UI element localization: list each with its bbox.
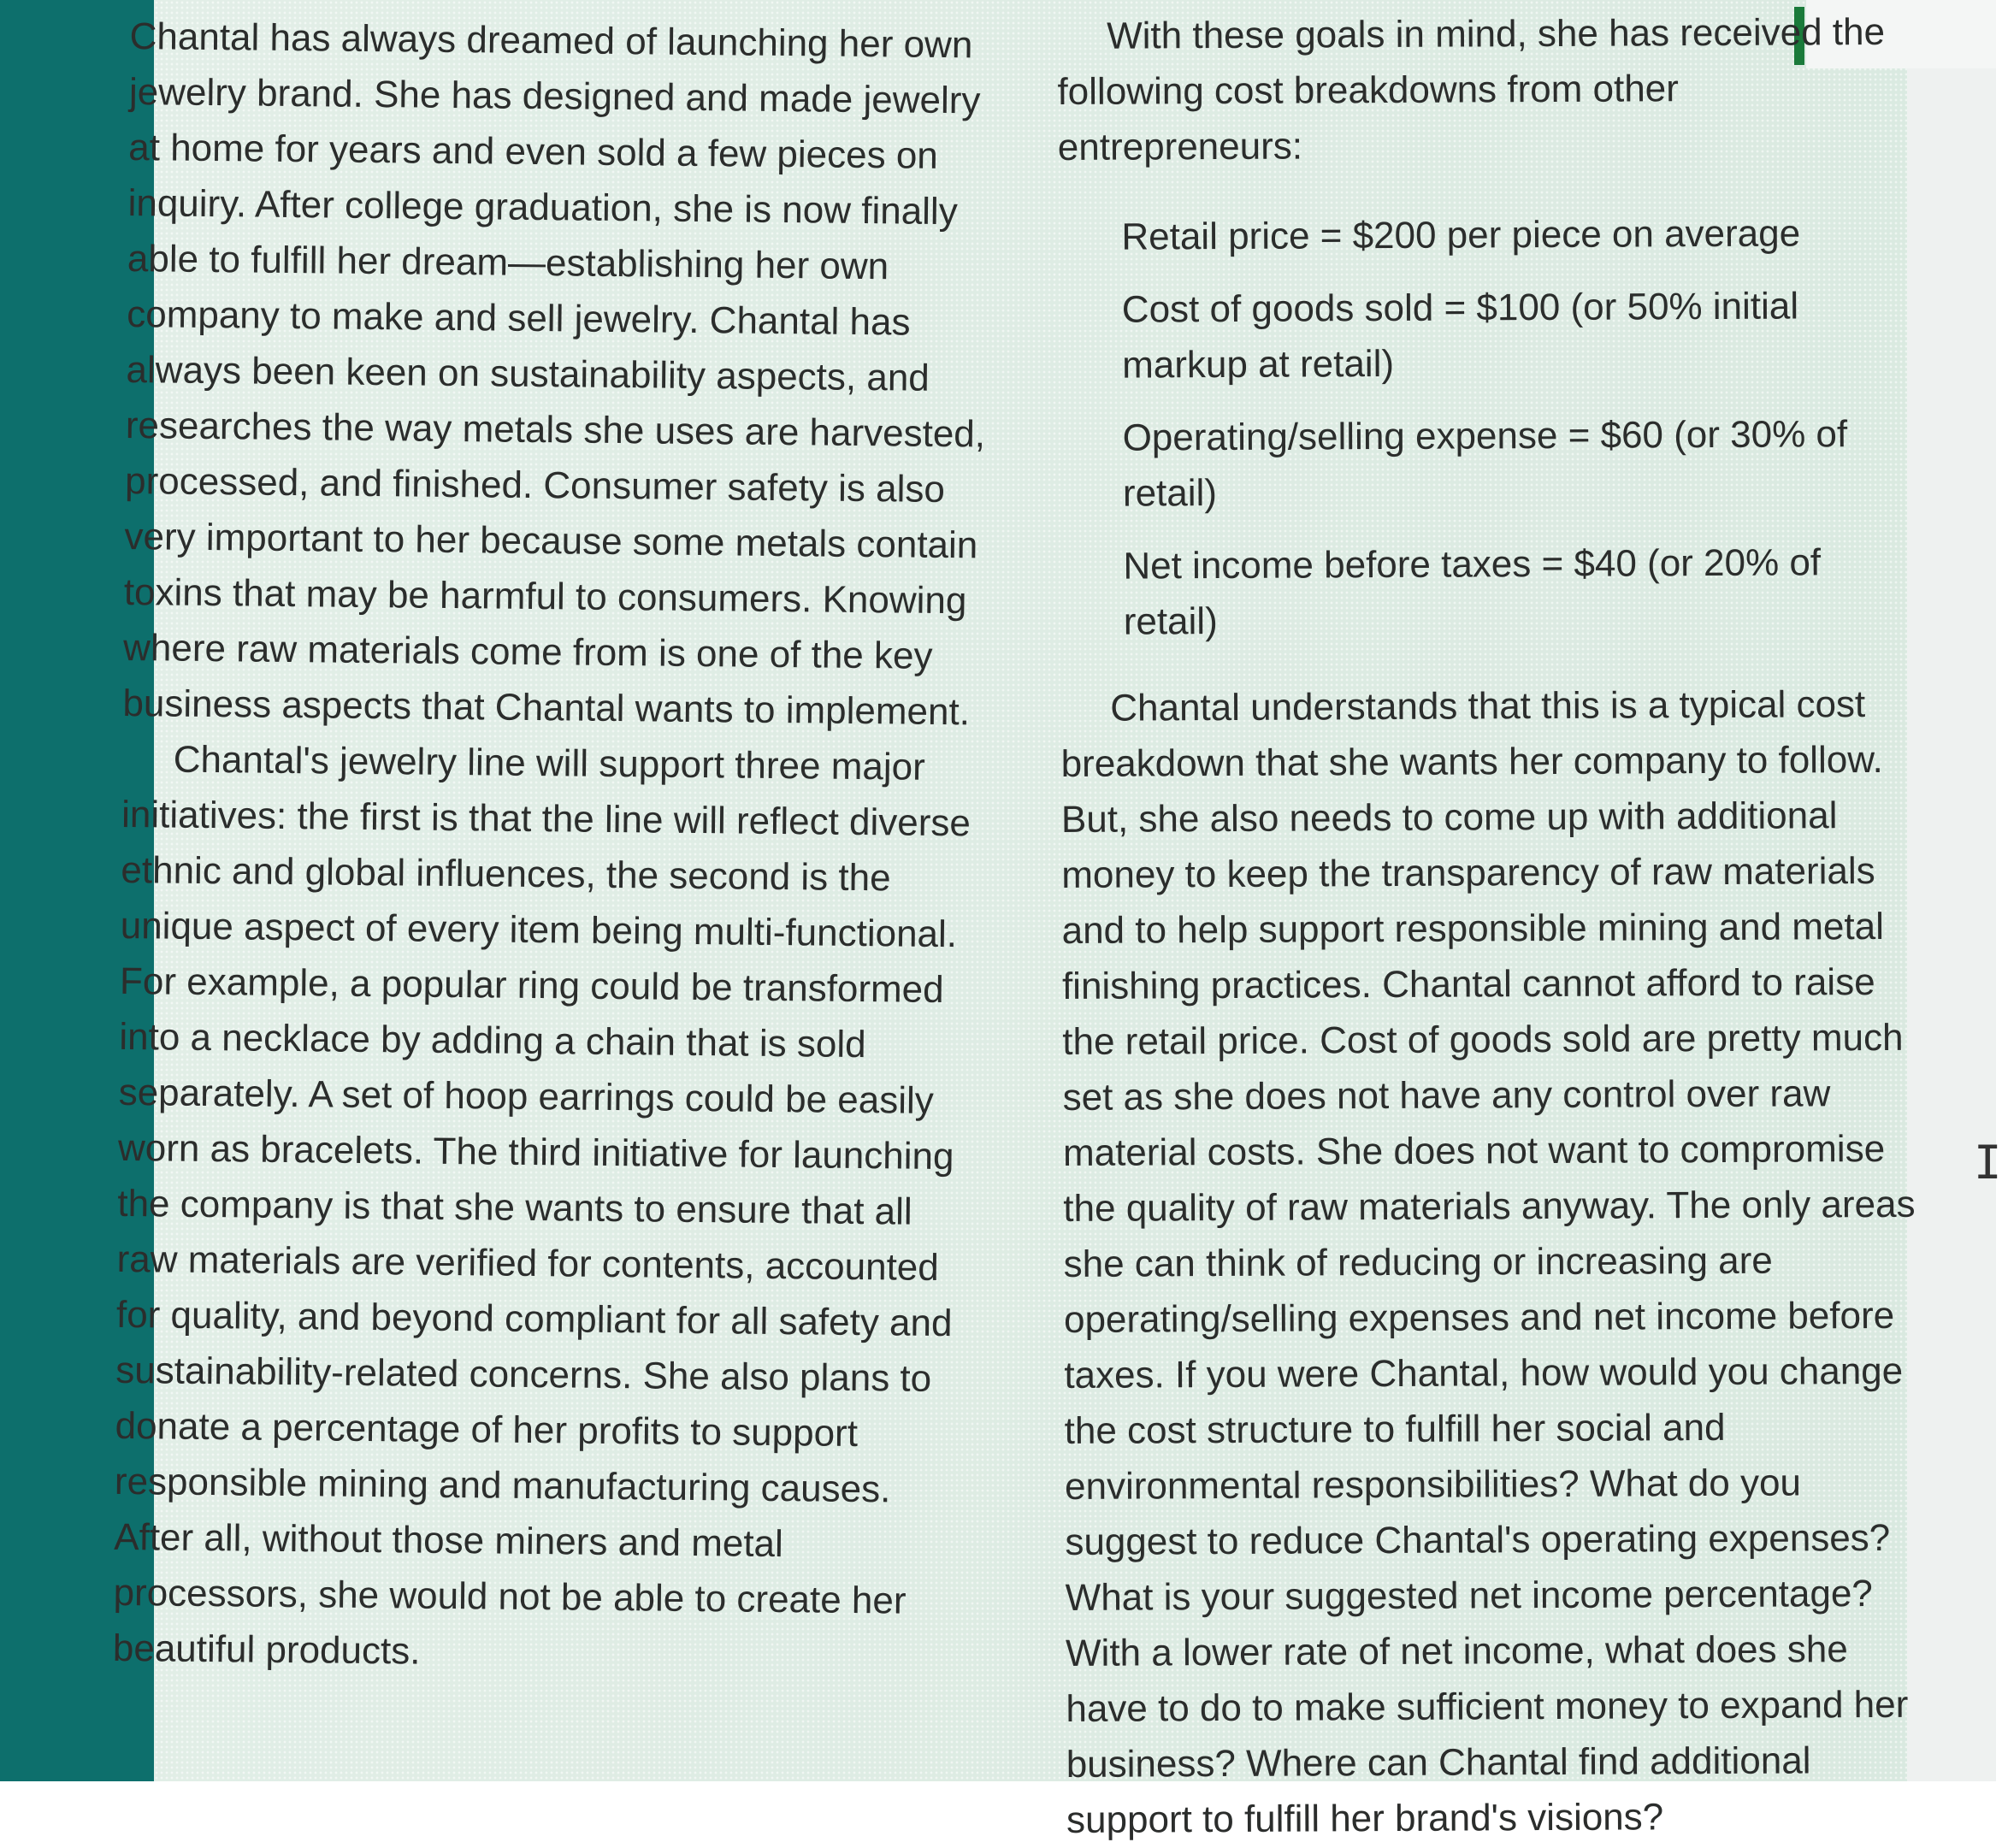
- right-intro: With these goals in mind, she has received the following cost breakdowns from other entrepreneurs:: [1057, 10, 1886, 168]
- left-paragraph-1: Chantal has always dreamed of launching her own jewelry brand. She has designed and made jewelry at home for years and even sold a few pieces on inquiry. After college graduation, she is now finally able to fulfill her dream—establishing her own company to make and sell jewelry. Chantal has always been keen on sustainability aspects, and researches the way metals she uses are harvested, processed, and finished. Consumer safety is also very important to her because some metals contain toxins that may be harmful to consumers. Knowing where raw materials come from is one of the key business aspects that Chantal wants to implement.: [122, 15, 986, 734]
- screen-edge: [1907, 68, 2002, 1781]
- right-column: [1057, 4, 1922, 1848]
- text-cursor-icon: I: [1974, 1136, 2002, 1190]
- right-paragraph: Chantal understands that this is a typical cost breakdown that she wants her company to follow. But, she also needs to come up with additional money to keep the transparency of raw materials and to help support responsible mining and metal finishing practices. Chantal cannot afford to raise the retail price. Cost of goods sold are pretty much set as she does not have any control over raw material costs. She does not want to compromise the quality of raw materials anyway. The only areas she can think of reducing or increasing are operating/selling expenses and net income before taxes. If you were Chantal, how would you change the cost structure to fulfill her social and environmental responsibilities? What do you suggest to reduce Chantal's operating expenses? What is your suggested net income percentage? With a lower rate of net income, what does she have to do to make sufficient money to expand her business? Where can Chantal find additional support to fulfill her brand's visions?: [1060, 683, 1916, 1841]
- cost-item-retail-price: Retail price = $200 per piece on average: [1121, 212, 1801, 258]
- left-column: [113, 9, 994, 1685]
- cost-breakdown-list: [1058, 205, 1916, 650]
- left-paragraph-2: Chantal's jewelry line will support three major initiatives: the first is that the line will reflect diverse ethnic and global influences, the second is the unique aspect of every item being multi-functional. For example, a popular ring could be transformed into a necklace by adding a chain that is sold separately. A set of hoop earrings could be easily worn as bracelets. The third initiative for launching the company is that she wants to ensure that all raw materials are verified for contents, accounted for quality, and beyond compliant for all safety and sustainability-related concerns. She also plans to donate a percentage of her profits to support responsible mining and manufacturing causes. After all, without those miners and metal processors, she would not be able to create her beautiful products.: [112, 738, 971, 1673]
- cost-item-net-income: Net income before taxes = $40 (or 20% of retail): [1123, 541, 1822, 643]
- cost-item-operating-expense: Operating/selling expense = $60 (or 30% of retail): [1122, 413, 1848, 515]
- cost-item-cogs: Cost of goods sold = $100 (or 50% initial markup at retail): [1121, 285, 1799, 387]
